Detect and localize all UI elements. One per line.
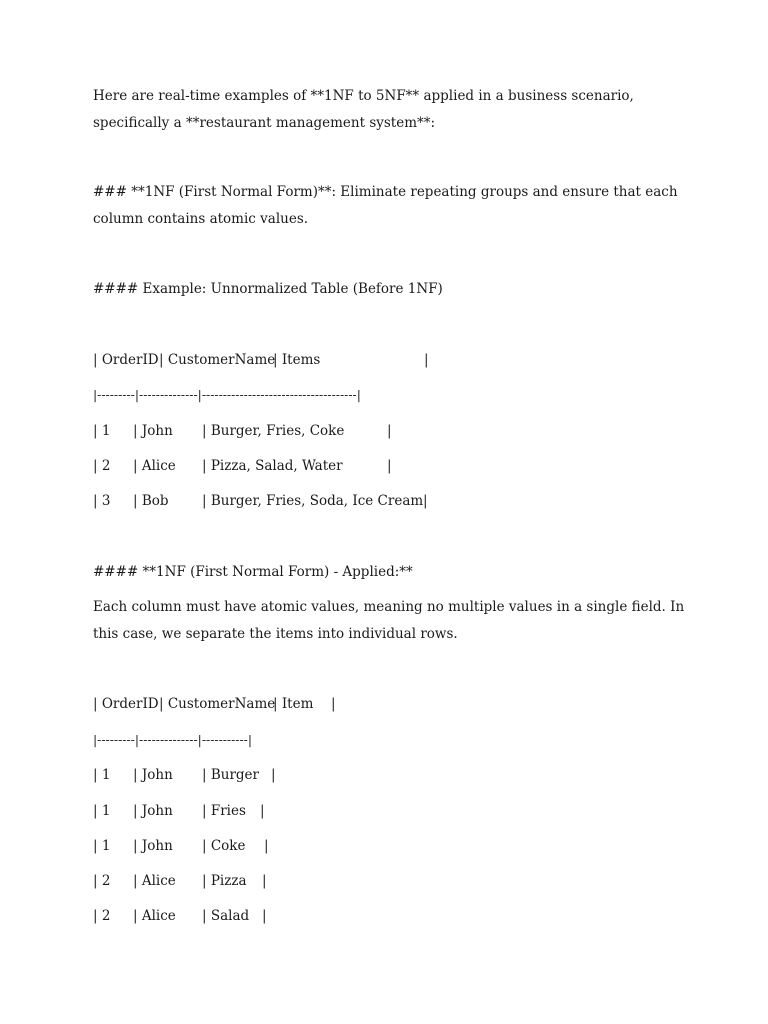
table-cell: | Burger xyxy=(202,767,259,783)
table-cell: | Alice xyxy=(133,908,176,924)
applied-heading: #### **1NF (First Normal Form) - Applied:** xyxy=(93,564,413,580)
table-cell: | xyxy=(262,873,267,889)
table-header-cell: | CustomerName xyxy=(159,352,276,368)
table-cell: | 1 xyxy=(93,423,111,439)
table-cell: | xyxy=(387,423,392,439)
table-cell: | John xyxy=(133,767,173,783)
table-cell: | xyxy=(262,908,267,924)
table-cell: | xyxy=(271,767,276,783)
table-cell: | 1 xyxy=(93,803,111,819)
table-cell: | 1 xyxy=(93,838,111,854)
table-header-cell: | OrderID xyxy=(93,696,159,712)
table-cell: | 2 xyxy=(93,908,111,924)
applied-table-separator: |---------|--------------|-----------| xyxy=(93,732,253,747)
table-header-cell: | Items xyxy=(273,352,321,368)
table-cell: | 3 xyxy=(93,493,111,509)
table-header-cell: | Item xyxy=(273,696,314,712)
table-cell: | Burger, Fries, Coke xyxy=(202,423,345,439)
table-cell: | John xyxy=(133,838,173,854)
table-header-cell: | xyxy=(331,696,336,712)
intro-line-2: specifically a **restaurant management system**: xyxy=(93,115,436,131)
table-cell: | Fries xyxy=(202,803,246,819)
table-cell: | 2 xyxy=(93,873,111,889)
intro-line-1: Here are real-time examples of **1NF to 5NF** applied in a business scenario, xyxy=(93,88,634,104)
table-header-cell: | xyxy=(424,352,429,368)
unnormalized-heading: #### Example: Unnormalized Table (Before 1NF) xyxy=(93,281,443,297)
section-1nf-heading-line-2: column contains atomic values. xyxy=(93,211,309,227)
table-cell: | John xyxy=(133,423,173,439)
table-cell: | John xyxy=(133,803,173,819)
applied-paragraph-line-2: this case, we separate the items into individual rows. xyxy=(93,626,458,642)
table-cell: | Alice xyxy=(133,873,176,889)
table-cell: | xyxy=(387,458,392,474)
applied-paragraph-line-1: Each column must have atomic values, meaning no multiple values in a single field. In xyxy=(93,599,685,615)
table-cell: | Alice xyxy=(133,458,176,474)
table-cell: | Burger, Fries, Soda, Ice Cream xyxy=(202,493,424,509)
unnormalized-table-separator: |---------|--------------|-------------------------------------| xyxy=(93,387,361,402)
table-cell: | xyxy=(264,838,269,854)
section-1nf-heading-line-1: ### **1NF (First Normal Form)**: Eliminate repeating groups and ensure that each xyxy=(93,184,678,200)
table-cell: | xyxy=(423,493,428,509)
table-cell: | Bob xyxy=(133,493,169,509)
table-cell: | xyxy=(260,803,265,819)
table-cell: | Coke xyxy=(202,838,246,854)
table-cell: | 2 xyxy=(93,458,111,474)
table-header-cell: | CustomerName xyxy=(159,696,276,712)
table-cell: | Pizza, Salad, Water xyxy=(202,458,343,474)
table-cell: | Salad xyxy=(202,908,250,924)
table-header-cell: | OrderID xyxy=(93,352,159,368)
table-cell: | 1 xyxy=(93,767,111,783)
table-cell: | Pizza xyxy=(202,873,247,889)
